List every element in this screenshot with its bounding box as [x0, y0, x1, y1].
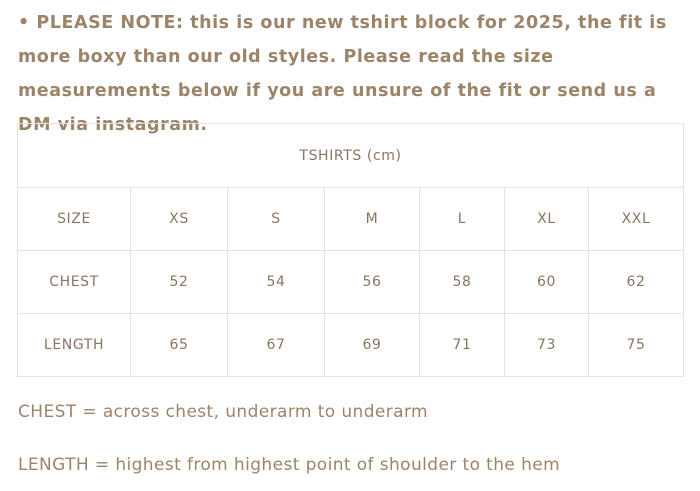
table-title-row: [18, 124, 684, 188]
length-xxl: 75: [589, 314, 684, 377]
chest-xs: 52: [131, 251, 228, 314]
chest-l: 58: [420, 251, 505, 314]
table-row: [18, 188, 684, 251]
chest-label: CHEST: [18, 251, 131, 314]
note-text: PLEASE NOTE: this is our new tshirt block for 2025, the fit is more boxy than our old styles. Please read the size measurements below if you are unsure of the fit or send us a DM via instagram.: [18, 13, 667, 135]
size-l: L: [420, 188, 505, 251]
table-row: [18, 251, 684, 314]
length-s: 67: [228, 314, 325, 377]
table-title: TSHIRTS (cm): [18, 124, 684, 188]
length-xl: 73: [505, 314, 589, 377]
size-header-label: SIZE: [18, 188, 131, 251]
table-row: [18, 314, 684, 377]
chest-xxl: 62: [589, 251, 684, 314]
length-label: LENGTH: [18, 314, 131, 377]
length-m: 69: [325, 314, 420, 377]
size-xl: XL: [505, 188, 589, 251]
size-chart-table: [17, 123, 684, 377]
length-xs: 65: [131, 314, 228, 377]
size-xs: XS: [131, 188, 228, 251]
bullet: •: [18, 13, 30, 33]
chest-xl: 60: [505, 251, 589, 314]
length-l: 71: [420, 314, 505, 377]
size-m: M: [325, 188, 420, 251]
length-definition: LENGTH = highest from highest point of shoulder to the hem: [18, 455, 561, 475]
chest-s: 54: [228, 251, 325, 314]
size-note: [18, 6, 688, 142]
chest-m: 56: [325, 251, 420, 314]
size-s: S: [228, 188, 325, 251]
chest-definition: CHEST = across chest, underarm to underarm: [18, 402, 429, 422]
size-xxl: XXL: [589, 188, 684, 251]
